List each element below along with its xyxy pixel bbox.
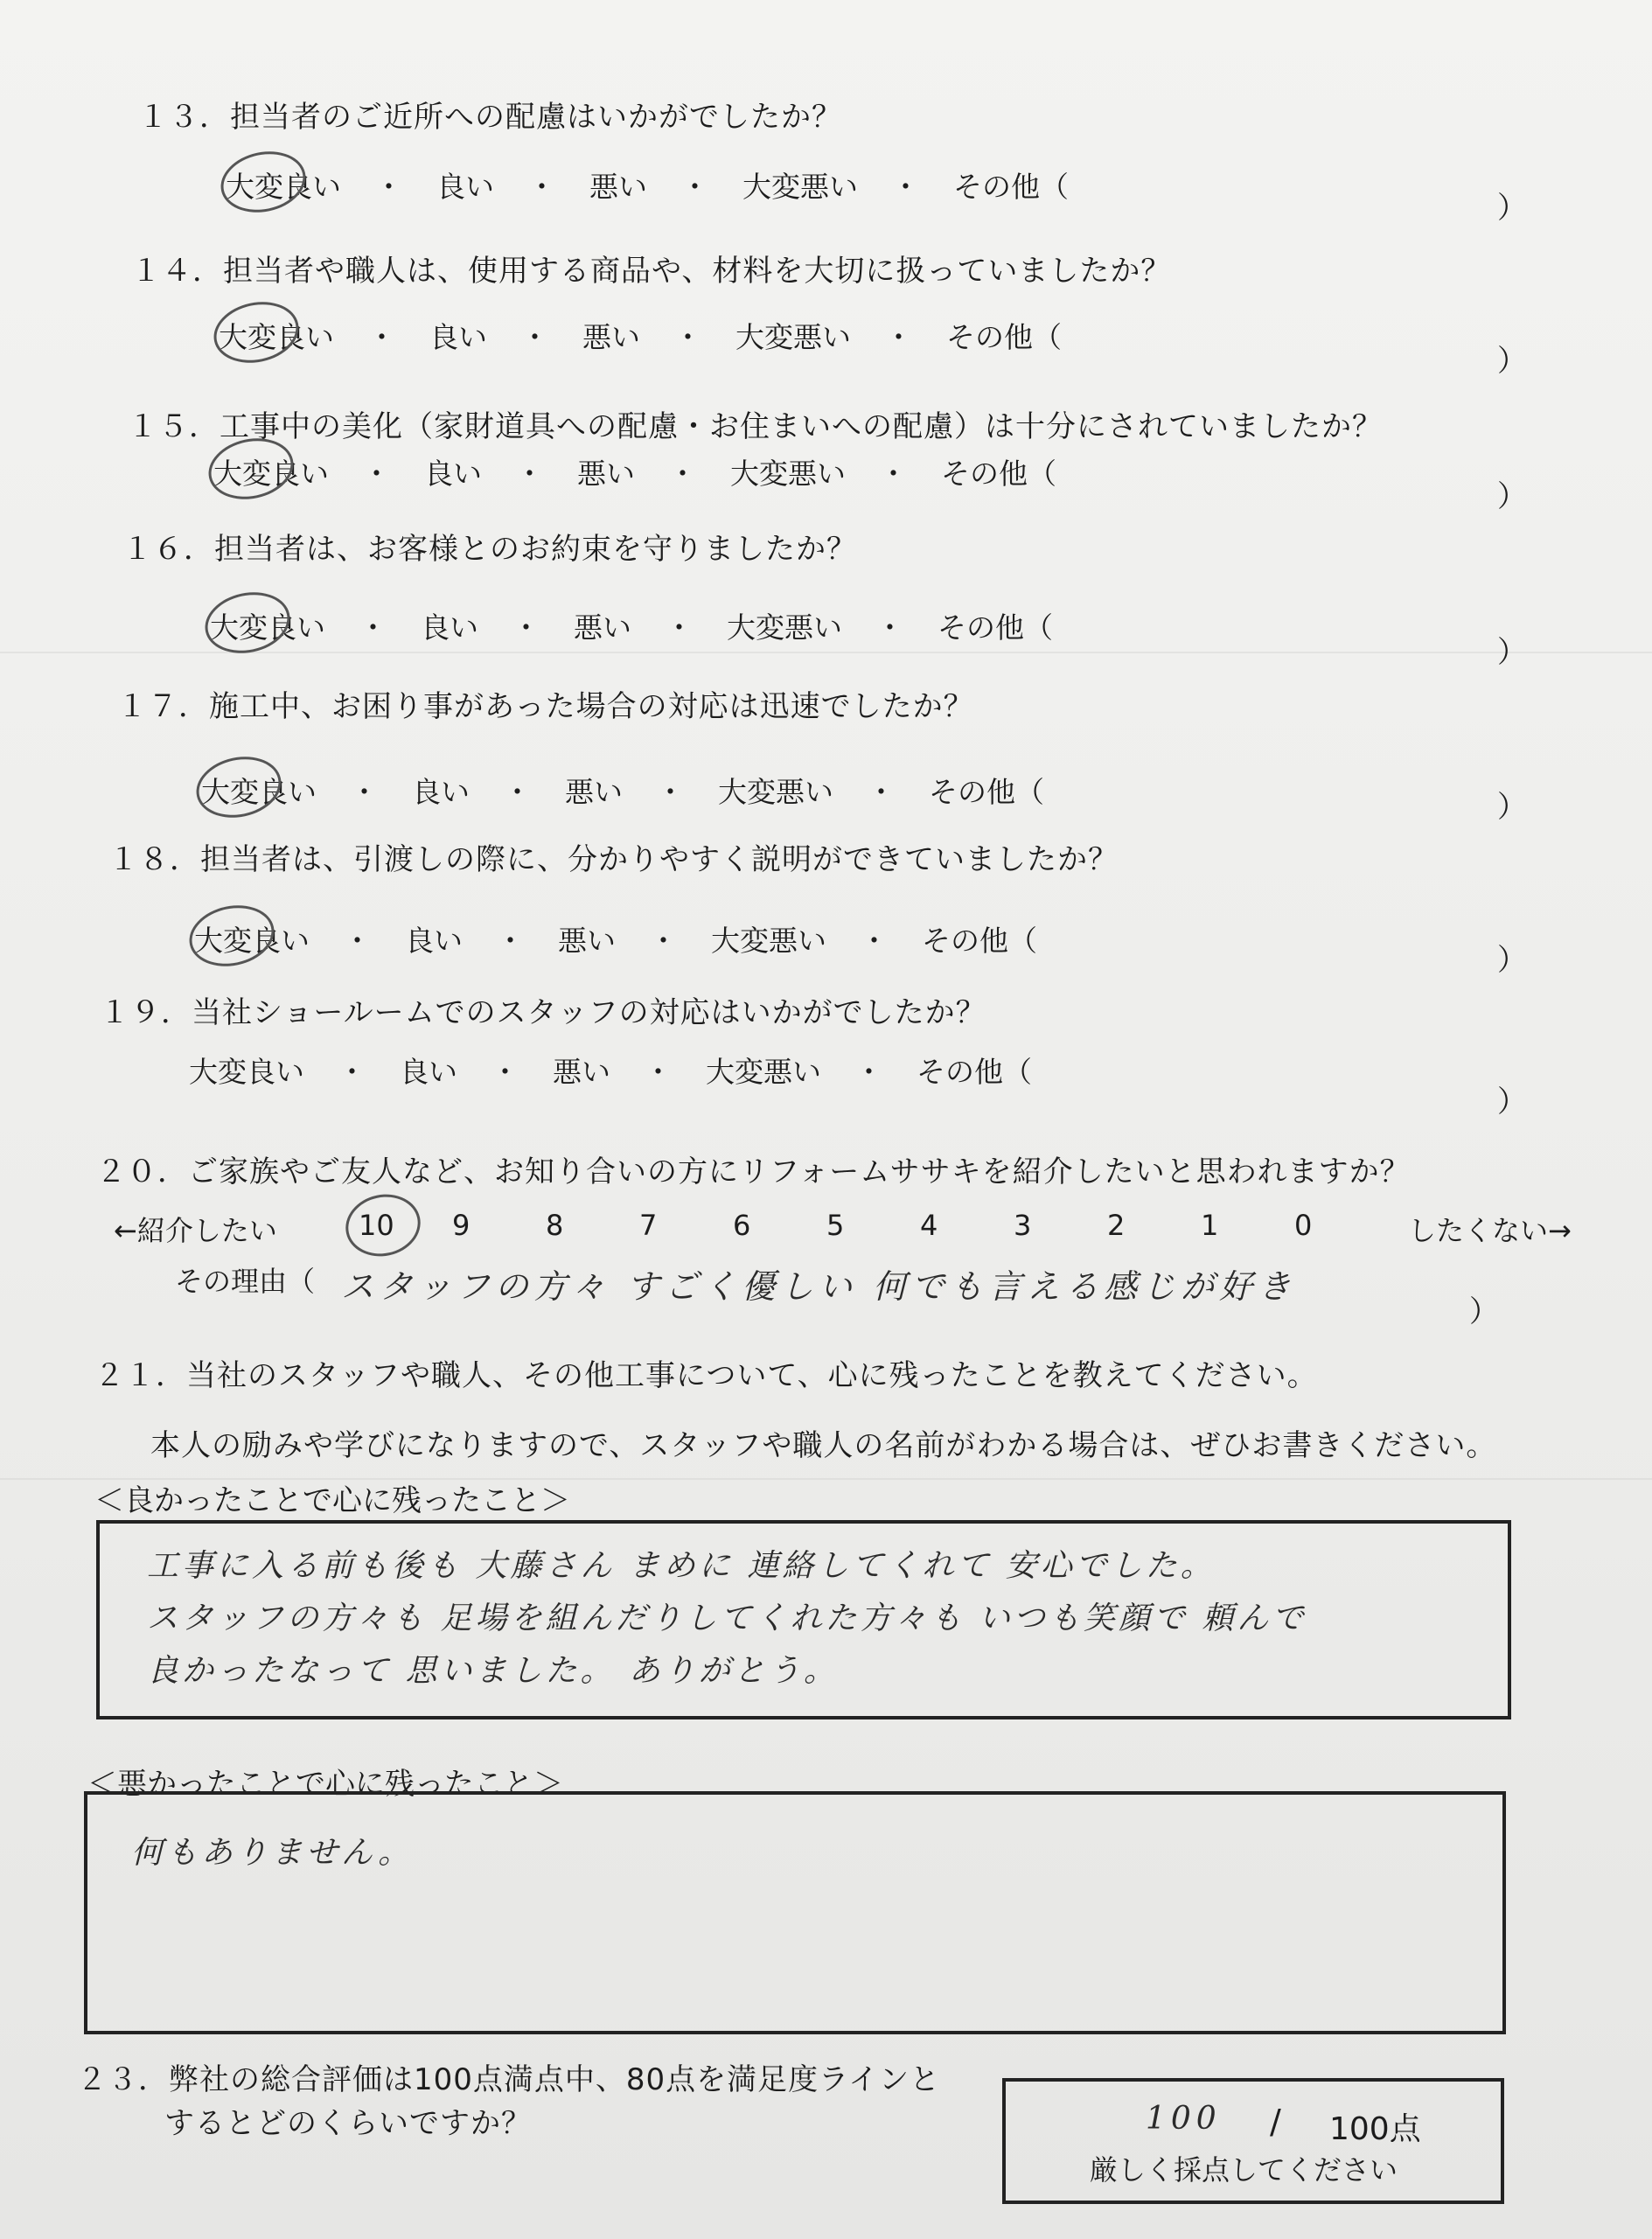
answer-options	[201, 770, 1044, 811]
q21-text-line1: ２１．当社のスタッフや職人、その他工事について、心に残ったことを教えてください。	[94, 1358, 1318, 1393]
good-memory-line-1: 工事に入る前も後も 大藤さん まめに 連絡してくれて 安心でした。	[147, 1548, 1216, 1584]
scale-left-label: ←紹介したい	[114, 1214, 277, 1247]
answer-options	[210, 605, 1053, 646]
option-other[interactable]: その他（	[929, 775, 1044, 809]
option-very-bad[interactable]: 大変悪い	[730, 457, 846, 491]
good-memory-label: ＜良かったことで心に残ったこと＞	[94, 1483, 570, 1518]
selected-answer-circle	[184, 898, 280, 974]
option-other[interactable]: その他（	[953, 170, 1069, 204]
option-very-good[interactable]: 大変良い	[201, 775, 317, 809]
scale-number[interactable]: 10	[359, 1209, 394, 1242]
option-bad[interactable]: 悪い	[582, 320, 640, 354]
score-slash: /	[1270, 2103, 1281, 2141]
q20-reason-label: その理由（	[175, 1265, 316, 1298]
option-very-good[interactable]: 大変良い	[194, 924, 310, 958]
option-good[interactable]: 良い	[436, 170, 494, 204]
scale-number[interactable]: 8	[546, 1209, 564, 1242]
option-separator: ・	[668, 457, 697, 491]
option-bad[interactable]: 悪い	[589, 170, 647, 204]
option-separator: ・	[867, 775, 896, 809]
selected-answer-circle	[215, 144, 311, 220]
question-text: １７．施工中、お困り事があった場合の対応は迅速でしたか？	[117, 689, 974, 724]
option-very-good[interactable]: 大変良い	[210, 610, 325, 645]
q20-scale	[114, 1209, 1583, 1252]
option-separator: ・	[362, 457, 391, 491]
option-separator: ・	[343, 924, 372, 958]
option-separator: ・	[367, 320, 396, 354]
option-good[interactable]: 良い	[421, 610, 478, 645]
bad-memory-label: ＜悪かったことで心に残ったこと＞	[87, 1767, 563, 1802]
score-value: 100	[1146, 2101, 1222, 2137]
option-good[interactable]: 良い	[400, 1055, 457, 1089]
option-separator: ・	[860, 924, 889, 958]
option-separator: ・	[520, 320, 549, 354]
option-separator: ・	[359, 610, 387, 645]
option-very-bad[interactable]: 大変悪い	[735, 320, 851, 354]
q20-text: ２０．ご家族やご友人など、お知り合いの方にリフォームササキを紹介したいと思われますか？	[96, 1154, 1411, 1189]
option-separator: ・	[527, 170, 556, 204]
q23-text-line1: ２３．弊社の総合評価は100点満点中、80点を満足度ラインと	[77, 2062, 941, 2097]
option-separator: ・	[854, 1055, 883, 1089]
scale-number[interactable]: 2	[1107, 1209, 1126, 1242]
q21-text-line2: 本人の励みや学びになりますので、スタッフや職人の名前がわかる場合は、ぜひお書きください。	[150, 1428, 1497, 1463]
option-separator: ・	[673, 320, 702, 354]
option-separator: ・	[891, 170, 920, 204]
scale-number[interactable]: 7	[639, 1209, 658, 1242]
option-bad[interactable]: 悪い	[565, 775, 623, 809]
scale-number[interactable]: 6	[733, 1209, 751, 1242]
scale-number[interactable]: 3	[1014, 1209, 1032, 1242]
scale-right-label: したくない→	[1408, 1214, 1572, 1247]
option-very-good[interactable]: 大変良い	[226, 170, 341, 204]
option-very-bad[interactable]: 大変悪い	[718, 775, 833, 809]
scale-number[interactable]: 5	[826, 1209, 845, 1242]
question-text: １９．当社ショールームでのスタッフの対応はいかがでしたか？	[100, 995, 986, 1030]
option-separator: ・	[879, 457, 908, 491]
option-separator: ・	[644, 1055, 673, 1089]
scale-number[interactable]: 1	[1201, 1209, 1219, 1242]
question-text: １４．担当者や職人は、使用する商品や、材料を大切に扱っていましたか？	[131, 254, 1172, 289]
other-close-paren: ）	[1497, 479, 1527, 514]
option-separator: ・	[491, 1055, 519, 1089]
question-text: １５．工事中の美化（家財道具への配慮・お住まいへの配慮）は十分にされていましたか？	[128, 409, 1383, 444]
answer-options	[189, 1050, 1032, 1091]
q20-reason: スタッフの方々 すごく優しい 何でも言える感じが好き	[341, 1267, 1297, 1306]
scale-number[interactable]: 4	[920, 1209, 938, 1242]
answer-options	[213, 451, 1056, 492]
option-separator: ・	[374, 170, 403, 204]
option-separator: ・	[512, 610, 540, 645]
other-close-paren: ）	[1497, 635, 1527, 670]
option-separator: ・	[680, 170, 709, 204]
option-other[interactable]: その他（	[917, 1055, 1032, 1089]
answer-options	[194, 918, 1037, 959]
other-close-paren: ）	[1497, 344, 1527, 379]
option-good[interactable]: 良い	[429, 320, 487, 354]
option-very-good[interactable]: 大変良い	[219, 320, 334, 354]
bad-memory-line-1: 何もありません。	[131, 1835, 414, 1871]
option-separator: ・	[665, 610, 694, 645]
option-other[interactable]: その他（	[938, 610, 1053, 645]
selected-answer-circle	[208, 295, 304, 371]
question-text: １６．担当者は、お客様とのお約束を守りましたか？	[122, 532, 857, 567]
option-separator: ・	[350, 775, 379, 809]
option-good[interactable]: 良い	[412, 775, 470, 809]
option-other[interactable]: その他（	[946, 320, 1062, 354]
option-bad[interactable]: 悪い	[553, 1055, 610, 1089]
option-very-bad[interactable]: 大変悪い	[706, 1055, 821, 1089]
scale-number[interactable]: 9	[452, 1209, 471, 1242]
option-very-good[interactable]: 大変良い	[189, 1055, 304, 1089]
score-note: 厳しく採点してください	[1090, 2153, 1398, 2187]
q23-text-line2: するとどのくらいですか？	[164, 2106, 532, 2141]
question-text: １８．担当者は、引渡しの際に、分かりやすく説明ができていましたか？	[108, 842, 1119, 877]
option-separator: ・	[503, 775, 532, 809]
q20-close-paren: ）	[1469, 1294, 1499, 1329]
option-separator: ・	[649, 924, 678, 958]
option-bad[interactable]: 悪い	[577, 457, 635, 491]
selected-answer-circle	[191, 750, 287, 826]
option-very-bad[interactable]: 大変悪い	[727, 610, 842, 645]
option-very-bad[interactable]: 大変悪い	[711, 924, 826, 958]
good-memory-line-2: スタッフの方々も 足場を組んだりしてくれた方々も いつも笑顔で 頼んで	[147, 1601, 1307, 1636]
option-separator: ・	[875, 610, 904, 645]
option-good[interactable]: 良い	[424, 457, 482, 491]
answer-options	[219, 315, 1062, 356]
option-very-good[interactable]: 大変良い	[213, 457, 329, 491]
good-memory-line-3: 良かったなって 思いました。 ありがとう。	[147, 1653, 839, 1689]
selected-answer-circle	[199, 585, 296, 661]
option-good[interactable]: 良い	[405, 924, 463, 958]
option-separator: ・	[515, 457, 544, 491]
option-separator: ・	[496, 924, 525, 958]
option-bad[interactable]: 悪い	[574, 610, 631, 645]
score-max: 100点	[1329, 2111, 1421, 2147]
option-separator: ・	[884, 320, 913, 354]
option-other[interactable]: その他（	[922, 924, 1037, 958]
question-text: １３．担当者のご近所への配慮はいかがでしたか？	[138, 100, 842, 135]
option-other[interactable]: その他（	[941, 457, 1056, 491]
answer-options	[226, 164, 1069, 206]
option-bad[interactable]: 悪い	[558, 924, 616, 958]
scale-number[interactable]: 0	[1294, 1209, 1313, 1242]
other-close-paren: ）	[1497, 1085, 1527, 1120]
option-separator: ・	[338, 1055, 366, 1089]
other-close-paren: ）	[1497, 790, 1527, 825]
option-very-bad[interactable]: 大変悪い	[742, 170, 858, 204]
option-separator: ・	[656, 775, 685, 809]
other-close-paren: ）	[1497, 191, 1527, 226]
other-close-paren: ）	[1497, 943, 1527, 978]
